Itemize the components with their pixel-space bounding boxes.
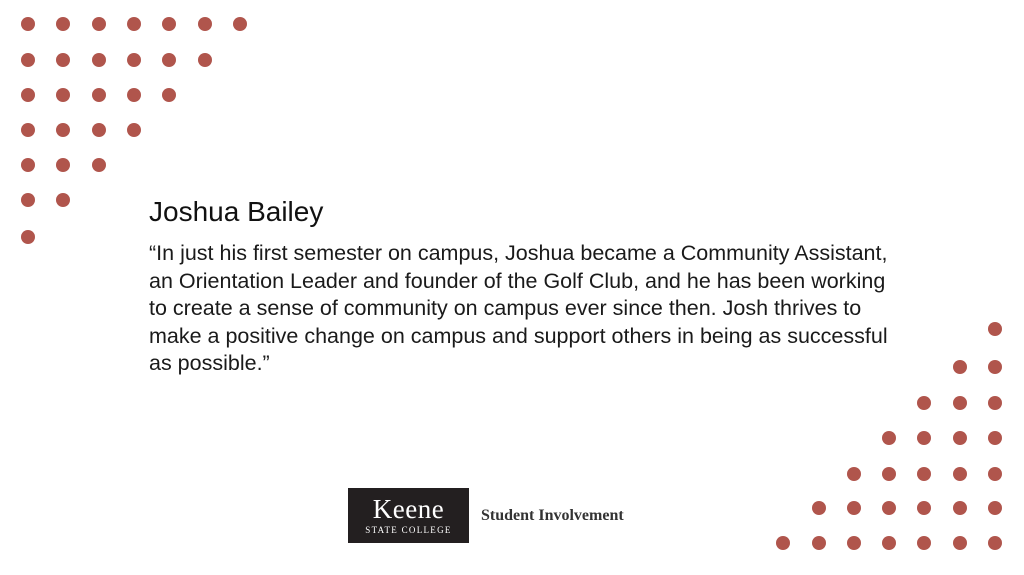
decorative-dot — [917, 431, 931, 445]
decorative-dot — [56, 17, 70, 31]
decorative-dot — [953, 501, 967, 515]
decorative-dot — [56, 193, 70, 207]
decorative-dot — [127, 53, 141, 67]
keene-logo-box — [348, 488, 469, 543]
decorative-dot — [953, 467, 967, 481]
decorative-dot — [917, 536, 931, 550]
decorative-dot — [917, 396, 931, 410]
decorative-dot — [988, 536, 1002, 550]
decorative-dot — [56, 123, 70, 137]
decorative-dot — [847, 536, 861, 550]
decorative-dot — [847, 467, 861, 481]
decorative-dot — [92, 158, 106, 172]
decorative-dot — [21, 53, 35, 67]
decorative-dot — [988, 501, 1002, 515]
decorative-dot — [21, 193, 35, 207]
decorative-dot — [21, 17, 35, 31]
decorative-dot — [21, 123, 35, 137]
decorative-dot — [988, 467, 1002, 481]
decorative-dot — [127, 17, 141, 31]
decorative-dot — [953, 396, 967, 410]
decorative-dot — [56, 158, 70, 172]
decorative-dot — [988, 396, 1002, 410]
decorative-dot — [162, 53, 176, 67]
decorative-dot — [988, 360, 1002, 374]
decorative-dot — [21, 158, 35, 172]
profile-name: Joshua Bailey — [149, 196, 324, 227]
decorative-dot — [127, 123, 141, 137]
decorative-dot — [882, 501, 896, 515]
decorative-dot — [92, 17, 106, 31]
decorative-dot — [56, 53, 70, 67]
decorative-dot — [917, 501, 931, 515]
decorative-dot — [21, 88, 35, 102]
decorative-dot — [953, 431, 967, 445]
logo-subtitle: STATE COLLEGE — [365, 525, 452, 535]
decorative-dot — [953, 360, 967, 374]
decorative-dot — [233, 17, 247, 31]
decorative-dot — [162, 17, 176, 31]
decorative-dot — [21, 230, 35, 244]
decorative-dot — [812, 536, 826, 550]
decorative-dot — [92, 88, 106, 102]
decorative-dot — [917, 467, 931, 481]
decorative-dot — [198, 53, 212, 67]
logo-wordmark: Keene — [372, 494, 445, 524]
decorative-dot — [56, 88, 70, 102]
decorative-dot — [776, 536, 790, 550]
profile-quote: “In just his first semester on campus, Joshua became a Community Assistant, an Orientation Leader and founder of the Golf Club, and he has been working to create a sense of community on campus ever since then. Josh thrives to make a positive change on campus and support others in being as successful as possible.” — [149, 241, 888, 375]
decorative-dot — [882, 431, 896, 445]
decorative-dot — [953, 536, 967, 550]
college-logo — [348, 488, 624, 543]
profile-card — [149, 194, 889, 378]
decorative-dot — [127, 88, 141, 102]
decorative-dot — [162, 88, 176, 102]
decorative-dot — [882, 467, 896, 481]
decorative-dot — [92, 123, 106, 137]
department-name: Student Involvement — [481, 506, 624, 524]
decorative-dot — [988, 322, 1002, 336]
decorative-dot — [198, 17, 212, 31]
decorative-dot — [92, 53, 106, 67]
decorative-dot — [882, 536, 896, 550]
decorative-dot — [988, 431, 1002, 445]
decorative-dot — [847, 501, 861, 515]
decorative-dot — [812, 501, 826, 515]
